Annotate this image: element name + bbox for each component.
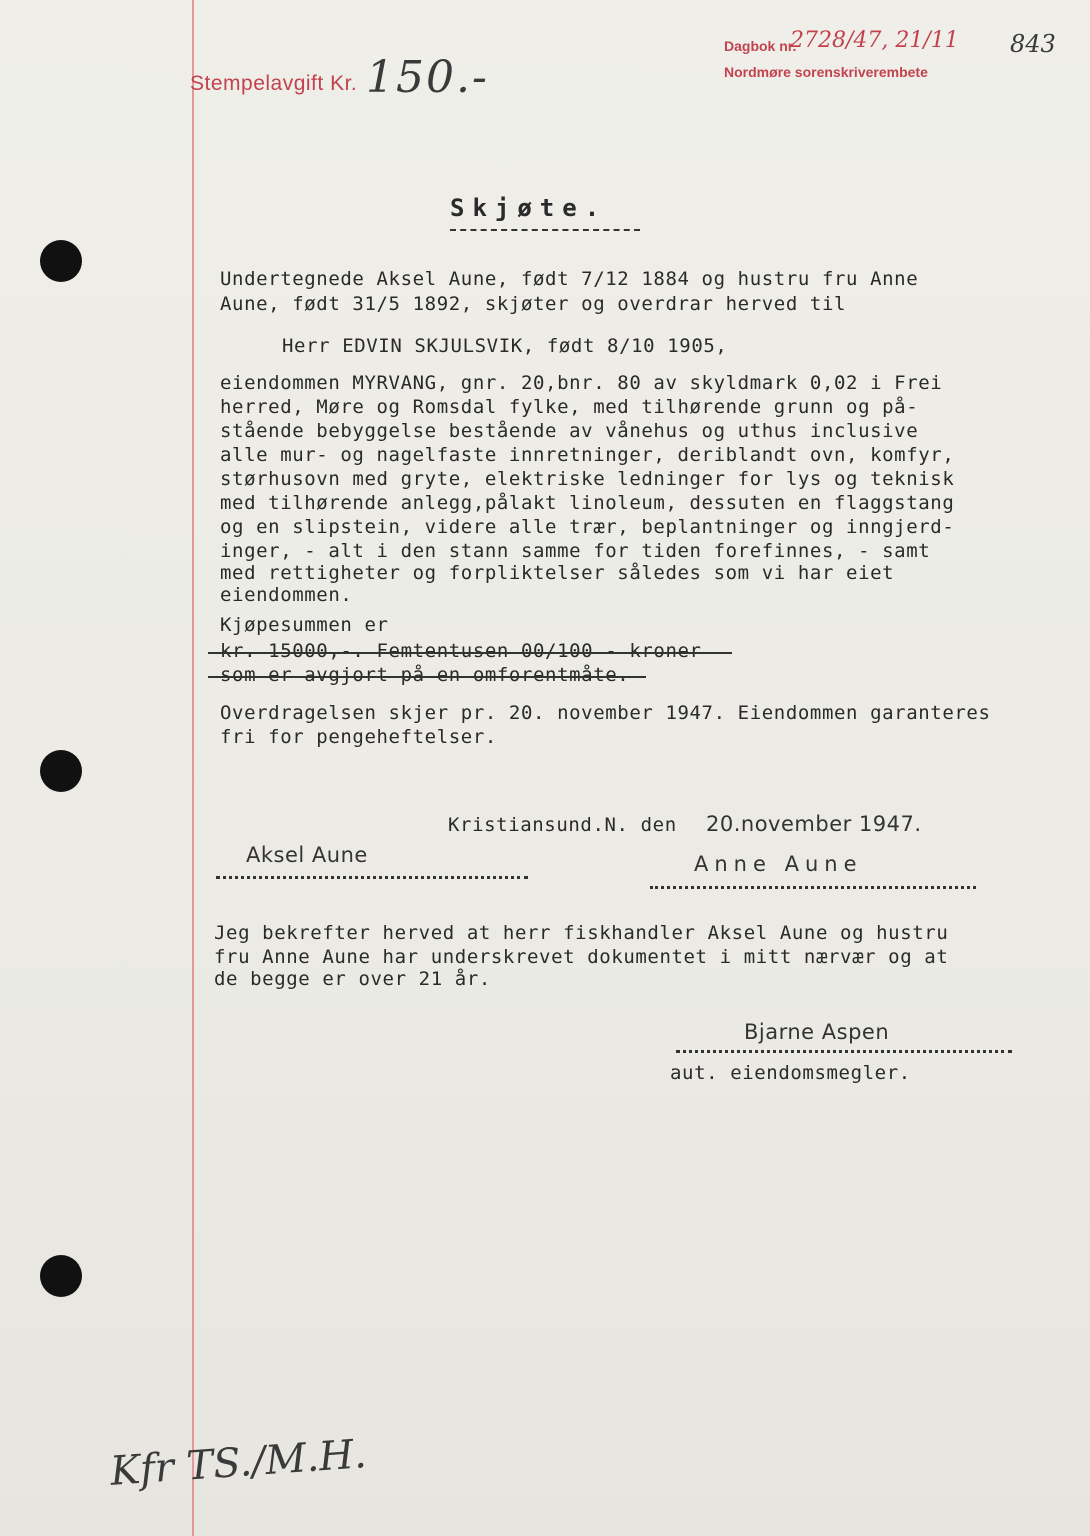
transfer-line: Overdragelsen skjer pr. 20. november 1947. Eiendommen garanteres: [220, 702, 991, 724]
witness-signature-line: [676, 1050, 1012, 1053]
stamp-duty-amount: 150.-: [366, 52, 489, 103]
property-line: størhusovn med gryte, elektriske ledninger for lys og teknisk: [220, 468, 955, 490]
property-line: eiendommen MYRVANG, gnr. 20,bnr. 80 av skyldmark 0,02 i Frei: [220, 372, 943, 394]
document-title: Skjøte.: [450, 194, 608, 222]
witness-title: aut. eiendomsmegler.: [670, 1062, 911, 1084]
price-line: Kjøpesummen er: [220, 614, 389, 636]
property-line: eiendommen.: [220, 584, 353, 606]
intro-line: Undertegnede Aksel Aune, født 7/12 1884 og hustru fru Anne: [220, 268, 919, 290]
intro-line: Aune, født 31/5 1892, skjøter og overdrar herved til: [220, 293, 847, 315]
clerk-initials: Kfr TS./M.H.: [108, 1431, 368, 1495]
property-line: med tilhørende anlegg,pålakt linoleum, dessuten en flaggstang: [220, 492, 955, 514]
property-line: alle mur- og nagelfaste innretninger, deriblandt ovn, komfyr,: [220, 444, 955, 466]
stamp-duty-label: Stempelavgift Kr.: [190, 72, 358, 95]
property-line: med rettigheter og forpliktelser således som vi har eiet: [220, 562, 895, 584]
page-number: 843: [1010, 30, 1056, 58]
title-underline: [450, 229, 640, 231]
margin-line: [192, 0, 194, 1536]
underline-stroke: [208, 652, 732, 654]
recipient-line: Herr EDVIN SKJULSVIK, født 8/10 1905,: [282, 335, 728, 357]
property-line: stående bebyggelse bestående av vånehus og uthus inclusive: [220, 420, 919, 442]
property-line: inger, - alt i den stann samme for tiden forefinnes, - samt: [220, 540, 931, 562]
confirmation-line: fru Anne Aune har underskrevet dokumentet i mitt nærvær og at: [214, 946, 949, 968]
registry-office: Nordmøre sorenskriverembete: [724, 64, 928, 80]
signature-line: [216, 876, 528, 879]
punch-hole-bottom: [40, 1255, 82, 1297]
punch-hole-middle: [40, 750, 82, 792]
transfer-line: fri for pengeheftelser.: [220, 726, 497, 748]
signature-line: [650, 886, 976, 889]
price-amount-line: kr. 15000,-. Femtentusen 00/100 - kroner: [220, 640, 702, 662]
price-line: som er avgjort på en omforentmåte.: [220, 664, 630, 686]
dagbok-number: 2728/47, 21/11: [790, 28, 959, 53]
confirmation-line: de begge er over 21 år.: [214, 968, 491, 990]
signing-date: 20.november 1947.: [706, 812, 922, 836]
signature-anne-aune: Anne Aune: [694, 852, 863, 876]
place-text: Kristiansund.N. den: [448, 814, 677, 836]
confirmation-line: Jeg bekrefter herved at herr fiskhandler Aksel Aune og hustru: [214, 922, 949, 944]
witness-signature: Bjarne Aspen: [744, 1020, 890, 1044]
property-line: og en slipstein, videre alle trær, beplantninger og inngjerd-: [220, 516, 955, 538]
punch-hole-top: [40, 240, 82, 282]
property-line: herred, Møre og Romsdal fylke, med tilhørende grunn og på-: [220, 396, 919, 418]
dagbok-label: Dagbok nr.: [724, 38, 797, 54]
underline-stroke: [208, 676, 646, 678]
signature-aksel-aune: Aksel Aune: [246, 843, 368, 867]
